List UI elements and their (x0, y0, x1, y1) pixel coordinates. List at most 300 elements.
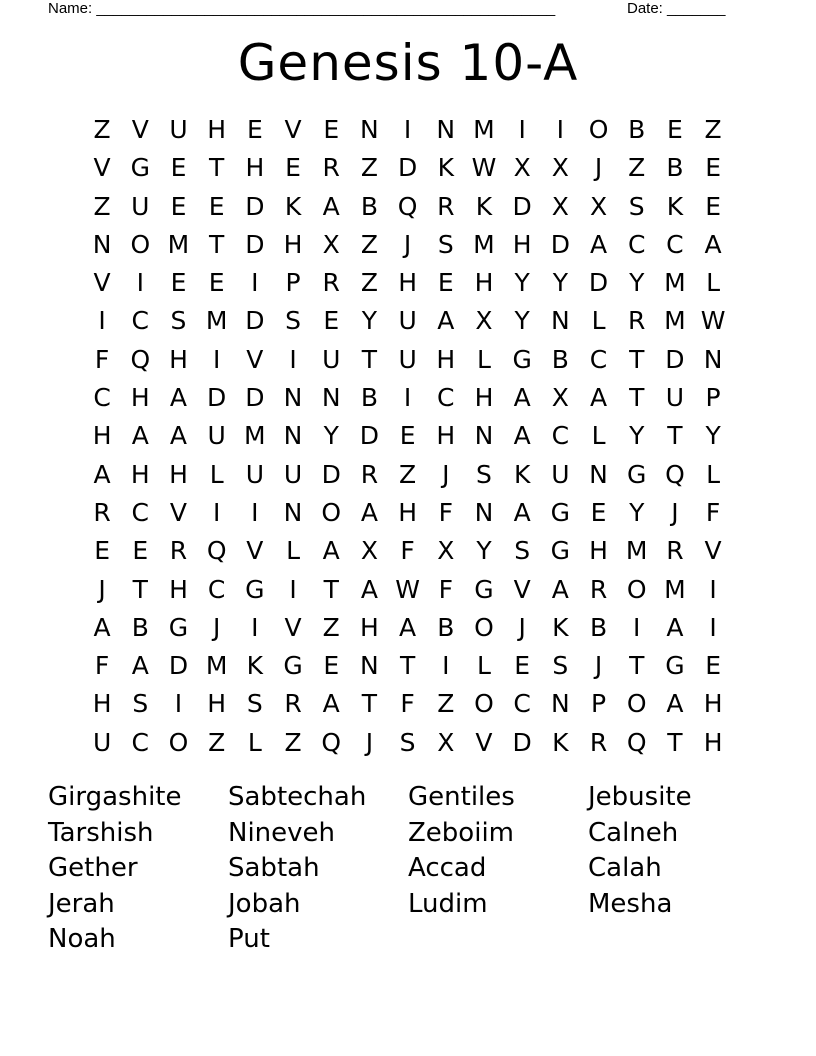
grid-letter: S (476, 459, 492, 489)
grid-letter: I (212, 344, 221, 374)
grid-letter: H (207, 689, 227, 719)
grid-letter: G (512, 344, 532, 374)
grid-letter: N (474, 497, 494, 527)
grid-letter: U (398, 306, 417, 336)
grid-letter: A (360, 574, 378, 604)
grid-letter: H (703, 689, 723, 719)
grid-letter: L (247, 727, 262, 757)
grid-letter: G (550, 536, 571, 566)
grid-letter: S (552, 651, 569, 681)
grid-letter: C (513, 689, 531, 719)
grid-letter: M (205, 306, 228, 336)
grid-letter: K (552, 612, 569, 642)
grid-letter: R (93, 497, 111, 527)
grid-letter: M (205, 651, 228, 681)
grid-letter: Y (629, 268, 645, 298)
grid-letter: H (474, 268, 494, 298)
grid-letter: Q (397, 191, 418, 221)
grid-letter: L (477, 344, 491, 374)
grid-letter: U (283, 459, 303, 489)
grid-letter: U (665, 383, 685, 413)
word-list-item: Sabtah (228, 853, 320, 883)
grid-letter: I (556, 115, 565, 144)
grid-letter: I (251, 268, 259, 298)
grid-letter: H (92, 421, 112, 451)
grid-letter: X (551, 383, 569, 413)
word-list-item: Sabtechah (228, 782, 367, 812)
grid-letter: O (626, 689, 647, 719)
date-field-line: Date: _______ (627, 0, 726, 17)
grid-letter: F (705, 497, 721, 527)
grid-letter: I (136, 268, 144, 298)
grid-letter: T (209, 153, 225, 183)
grid-letter: Y (361, 306, 378, 336)
grid-letter: U (551, 459, 570, 489)
grid-letter: J (403, 229, 412, 259)
grid-letter: O (474, 689, 494, 719)
grid-letter: G (245, 574, 265, 604)
grid-letter: L (209, 459, 224, 489)
grid-letter: C (131, 497, 150, 527)
grid-letter: G (283, 651, 303, 681)
grid-letter: R (322, 153, 340, 183)
grid-letter: V (704, 536, 722, 566)
grid-letter: J (671, 497, 679, 527)
grid-letter: Q (321, 727, 342, 757)
grid-letter: D (359, 421, 380, 451)
word-list-item: Jebusite (588, 782, 692, 812)
grid-letter: O (321, 497, 342, 527)
grid-letter: N (360, 651, 379, 681)
grid-letter: N (321, 383, 341, 413)
grid-letter: B (360, 383, 378, 413)
grid-letter: H (436, 344, 456, 374)
grid-letter: H (360, 612, 379, 642)
grid-letter: A (666, 612, 684, 642)
grid-letter: Z (208, 727, 226, 757)
grid-letter: J (365, 727, 374, 757)
grid-letter: G (168, 612, 189, 642)
grid-letter: I (403, 383, 412, 413)
grid-letter: R (322, 268, 340, 298)
grid-letter: F (400, 536, 415, 566)
grid-letter: Y (705, 421, 721, 451)
grid-letter: A (513, 497, 531, 527)
grid-letter: T (361, 344, 378, 374)
grid-letter: L (591, 306, 606, 336)
grid-letter: M (473, 229, 495, 259)
grid-letter: J (212, 612, 221, 642)
grid-letter: R (628, 306, 646, 336)
grid-letter: Y (476, 536, 492, 566)
grid-letter: R (589, 727, 608, 757)
grid-letter: A (131, 651, 149, 681)
grid-letter: U (131, 191, 150, 221)
grid-letter: L (477, 651, 491, 681)
word-list-item: Ludim (408, 888, 488, 919)
word-list-item: Nineveh (228, 817, 336, 848)
grid-letter: V (169, 497, 188, 527)
grid-letter: H (207, 115, 227, 144)
grid-letter: A (169, 383, 188, 413)
grid-letter: C (666, 229, 684, 259)
grid-letter: J (594, 153, 603, 183)
word-list-item: Calah (588, 853, 662, 883)
grid-letter: D (245, 229, 265, 259)
grid-letter: O (168, 727, 189, 757)
grid-letter: B (437, 612, 455, 642)
grid-letter: O (588, 115, 609, 144)
grid-letter: E (170, 268, 187, 298)
grid-letter: D (588, 268, 609, 298)
word-list-item: Jerah (48, 888, 115, 919)
grid-letter: M (664, 306, 686, 336)
grid-letter: D (245, 306, 265, 336)
grid-letter: Z (360, 229, 378, 259)
grid-letter: I (98, 306, 106, 336)
grid-letter: E (323, 651, 340, 681)
grid-letter: D (168, 651, 189, 681)
grid-letter: V (284, 115, 302, 144)
word-list-item: Put (228, 924, 270, 954)
grid-letter: D (321, 459, 341, 489)
grid-letter: Y (323, 421, 339, 451)
grid-letter: A (93, 459, 111, 489)
grid-letter: X (360, 536, 378, 566)
grid-letter: A (437, 306, 455, 336)
word-list-item: Jobah (228, 888, 301, 919)
grid-letter: I (442, 651, 450, 681)
grid-letter: A (666, 689, 684, 719)
grid-letter: E (705, 651, 721, 681)
grid-letter: S (246, 689, 263, 719)
grid-letter: D (665, 344, 685, 374)
grid-letter: E (705, 153, 721, 183)
word-list-item: Tarshish (48, 817, 154, 848)
grid-letter: I (251, 497, 259, 527)
grid-letter: H (92, 689, 112, 719)
grid-letter: E (323, 306, 340, 336)
grid-letter: Z (360, 153, 378, 183)
grid-letter: X (551, 153, 569, 183)
grid-letter: V (475, 727, 493, 757)
grid-letter: P (705, 383, 721, 413)
grid-letter: Z (93, 115, 111, 144)
grid-letter: M (473, 115, 495, 144)
grid-letter: B (360, 191, 378, 221)
grid-letter: B (131, 612, 149, 642)
word-list-item: Calneh (588, 817, 679, 848)
grid-letter: D (512, 191, 532, 221)
grid-letter: Y (514, 268, 530, 298)
grid-letter: T (629, 651, 645, 681)
grid-letter: E (514, 651, 531, 681)
grid-letter: C (589, 344, 608, 374)
grid-letter: Q (206, 536, 227, 566)
grid-letter: M (625, 536, 648, 566)
grid-letter: K (284, 191, 302, 221)
grid-letter: M (664, 268, 686, 298)
grid-letter: R (437, 191, 455, 221)
grid-letter: O (626, 574, 647, 604)
grid-letter: D (550, 229, 570, 259)
grid-letter: N (474, 421, 494, 451)
grid-letter: B (628, 115, 646, 144)
grid-letter: A (589, 229, 608, 259)
grid-letter: S (628, 191, 645, 221)
grid-letter: L (591, 421, 606, 451)
grid-letter: E (667, 115, 683, 144)
grid-letter: Z (322, 612, 340, 642)
grid-letter: Y (514, 306, 530, 336)
word-list-item: Zeboiim (408, 817, 514, 848)
name-field-line: Name: _______________________________________________________ (48, 0, 556, 17)
grid-letter: U (207, 421, 226, 451)
grid-letter: K (666, 191, 684, 221)
grid-letter: E (323, 115, 340, 144)
grid-letter: Y (552, 268, 568, 298)
grid-letter: U (245, 459, 264, 489)
word-list-item: Gentiles (408, 782, 515, 812)
grid-letter: A (399, 612, 417, 642)
grid-letter: A (513, 421, 531, 451)
grid-letter: U (322, 344, 341, 374)
grid-letter: F (438, 497, 453, 527)
grid-letter: Z (399, 459, 417, 489)
grid-letter: H (245, 153, 265, 183)
grid-letter: E (437, 268, 454, 298)
grid-letter: V (246, 536, 264, 566)
grid-letter: G (550, 497, 571, 527)
grid-letter: R (589, 574, 608, 604)
grid-letter: E (399, 421, 416, 451)
grid-letter: A (93, 612, 111, 642)
grid-letter: D (397, 153, 418, 183)
grid-letter: R (169, 536, 188, 566)
grid-letter: Z (628, 153, 646, 183)
grid-letter: P (590, 689, 607, 719)
grid-letter: M (244, 421, 266, 451)
grid-letter: W (395, 574, 420, 604)
grid-letter: J (518, 612, 526, 642)
grid-letter: X (437, 727, 455, 757)
grid-letter: T (361, 689, 378, 719)
page-title: Genesis 10-A (237, 34, 579, 92)
grid-letter: C (131, 727, 150, 757)
grid-letter: N (283, 421, 303, 451)
word-list-item: Mesha (588, 888, 673, 919)
grid-letter: I (518, 115, 526, 144)
grid-letter: R (284, 689, 302, 719)
grid-letter: N (550, 689, 570, 719)
grid-letter: E (590, 497, 607, 527)
grid-letter: K (246, 651, 264, 681)
grid-letter: S (132, 689, 149, 719)
grid-letter: K (513, 459, 531, 489)
grid-letter: N (283, 497, 303, 527)
grid-letter: G (474, 574, 494, 604)
grid-letter: H (398, 497, 417, 527)
grid-letter: J (442, 459, 450, 489)
grid-letter: I (633, 612, 641, 642)
grid-letter: Y (629, 421, 645, 451)
grid-letter: Z (360, 268, 378, 298)
grid-letter: A (169, 421, 188, 451)
grid-letter: N (436, 115, 456, 144)
grid-letter: C (551, 421, 570, 451)
grid-letter: A (551, 574, 569, 604)
word-list-item: Gether (48, 853, 138, 883)
grid-letter: L (286, 536, 300, 566)
word-list-item: Accad (408, 853, 487, 883)
grid-letter: W (700, 306, 726, 336)
grid-letter: N (589, 459, 608, 489)
grid-letter: G (665, 651, 685, 681)
grid-letter: N (703, 344, 723, 374)
grid-letter: X (513, 153, 531, 183)
grid-letter: Y (629, 497, 645, 527)
grid-letter: M (167, 229, 190, 259)
grid-letter: V (513, 574, 531, 604)
grid-letter: T (209, 229, 225, 259)
grid-letter: A (704, 229, 722, 259)
grid-letter: C (93, 383, 111, 413)
grid-letter: H (398, 268, 417, 298)
grid-letter: Z (437, 689, 455, 719)
grid-letter: E (170, 153, 187, 183)
grid-letter: T (399, 651, 416, 681)
grid-letter: M (664, 574, 686, 604)
word-list (48, 780, 768, 958)
grid-letter: O (130, 229, 151, 259)
grid-letter: W (471, 153, 497, 183)
grid-letter: A (322, 689, 340, 719)
grid-letter: L (706, 459, 721, 489)
grid-letter: I (709, 612, 717, 642)
grid-letter: C (437, 383, 455, 413)
grid-letter: V (246, 344, 264, 374)
grid-letter: S (285, 306, 301, 336)
grid-letter: I (289, 344, 297, 374)
grid-letter: X (475, 306, 493, 336)
grid-letter: N (92, 229, 112, 259)
grid-letter: X (322, 229, 340, 259)
grid-letter: D (245, 383, 265, 413)
word-search-grid (83, 111, 732, 762)
grid-letter: H (130, 459, 150, 489)
grid-letter: N (550, 306, 570, 336)
grid-letter: T (629, 383, 645, 413)
grid-letter: I (174, 689, 183, 719)
grid-letter: Q (665, 459, 685, 489)
grid-letter: E (246, 115, 263, 144)
grid-letter: E (285, 153, 301, 183)
grid-letter: A (322, 191, 340, 221)
grid-letter: T (323, 574, 339, 604)
grid-letter: Z (704, 115, 722, 144)
grid-letter: E (208, 191, 225, 221)
grid-letter: D (512, 727, 532, 757)
grid-letter: L (706, 268, 721, 298)
grid-letter: U (169, 115, 188, 144)
grid-letter: H (436, 421, 456, 451)
grid-letter: X (589, 191, 608, 221)
grid-letter: H (169, 344, 188, 374)
grid-letter: A (131, 421, 149, 451)
grid-letter: N (283, 383, 303, 413)
grid-letter: V (93, 153, 111, 183)
grid-letter: I (403, 115, 412, 144)
grid-letter: F (438, 574, 453, 604)
grid-letter: B (666, 153, 684, 183)
grid-letter: F (94, 344, 110, 374)
grid-letter: A (360, 497, 378, 527)
grid-letter: S (514, 536, 531, 566)
grid-letter: X (437, 536, 455, 566)
grid-letter: C (207, 574, 226, 604)
grid-letter: H (474, 383, 494, 413)
grid-letter: H (589, 536, 608, 566)
grid-letter: T (629, 344, 645, 374)
grid-letter: B (589, 612, 608, 642)
grid-letter: V (284, 612, 302, 642)
grid-letter: C (627, 229, 646, 259)
grid-letter: V (131, 115, 149, 144)
grid-letter: C (131, 306, 150, 336)
grid-letter: K (437, 153, 454, 183)
grid-letter: I (289, 574, 297, 604)
grid-letter: I (709, 574, 717, 604)
grid-letter: Q (626, 727, 647, 757)
grid-letter: K (475, 191, 493, 221)
grid-letter: J (594, 651, 603, 681)
grid-letter: R (666, 536, 684, 566)
grid-letter: T (667, 727, 683, 757)
grid-letter: A (322, 536, 340, 566)
grid-letter: T (132, 574, 148, 604)
grid-letter: E (705, 191, 721, 221)
grid-letter: E (132, 536, 149, 566)
grid-letter: J (98, 574, 106, 604)
grid-letter: H (283, 229, 303, 259)
grid-letter: G (627, 459, 647, 489)
grid-letter: G (130, 153, 150, 183)
grid-letter: U (92, 727, 112, 757)
grid-letter: X (551, 191, 569, 221)
grid-letter: I (251, 612, 259, 642)
grid-letter: I (212, 497, 221, 527)
grid-letter: V (93, 268, 111, 298)
grid-letter: K (552, 727, 569, 757)
grid-letter: H (703, 727, 723, 757)
word-list-item: Girgashite (48, 782, 182, 812)
grid-letter: H (130, 383, 150, 413)
grid-letter: Z (284, 727, 302, 757)
grid-letter: S (399, 727, 416, 757)
grid-letter: S (170, 306, 187, 336)
grid-letter: E (208, 268, 225, 298)
grid-letter: T (667, 421, 683, 451)
grid-letter: H (512, 229, 532, 259)
grid-letter: E (94, 536, 110, 566)
grid-letter: F (94, 651, 110, 681)
word-list-item: Noah (48, 924, 116, 954)
grid-letter: Q (130, 344, 151, 374)
grid-letter: A (513, 383, 531, 413)
grid-letter: A (589, 383, 608, 413)
grid-letter: P (285, 268, 301, 298)
grid-letter: R (360, 459, 379, 489)
